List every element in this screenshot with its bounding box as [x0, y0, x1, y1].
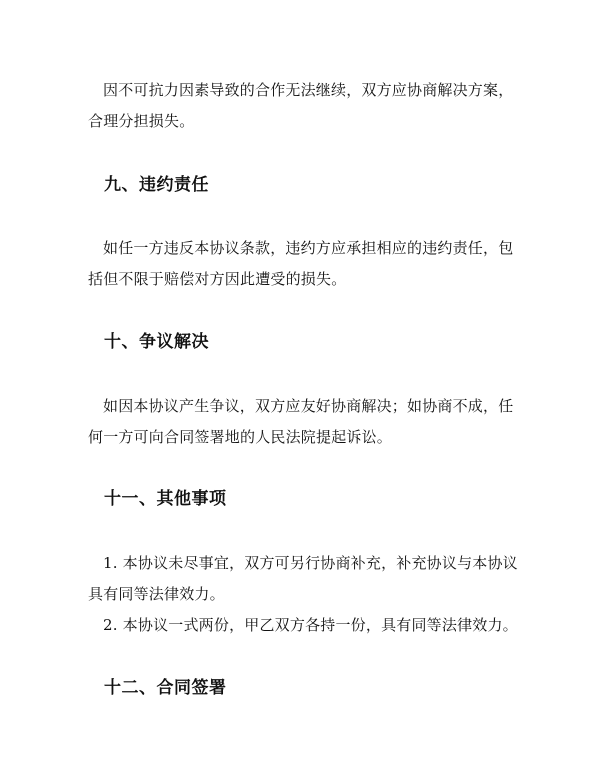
- section-heading-other-matters: 十一、其他事项: [104, 489, 227, 509]
- dispute-resolution-paragraph: 如因本协议产生争议，双方应友好协商解决；如协商不成，任何一方可向合同签署地的人民法院提起诉讼。: [88, 397, 514, 446]
- other-matters-item-1: 1. 本协议未尽事宜，双方可另行协商补充，补充协议与本协议具有同等法律效力。: [88, 554, 518, 603]
- section-heading-breach-liability: 九、违约责任: [104, 175, 209, 195]
- breach-liability-paragraph: 如任一方违反本协议条款，违约方应承担相应的违约责任，包括但不限于赔偿对方因此遭受的损失。: [88, 239, 514, 288]
- force-majeure-paragraph: 因不可抗力因素导致的合作无法继续，双方应协商解决方案，合理分担损失。: [88, 81, 514, 130]
- section-heading-contract-signing: 十二、合同签署: [104, 678, 227, 698]
- section-heading-dispute-resolution: 十、争议解决: [104, 332, 209, 352]
- other-matters-item-2: 2. 本协议一式两份，甲乙双方各持一份，具有同等法律效力。: [103, 616, 518, 634]
